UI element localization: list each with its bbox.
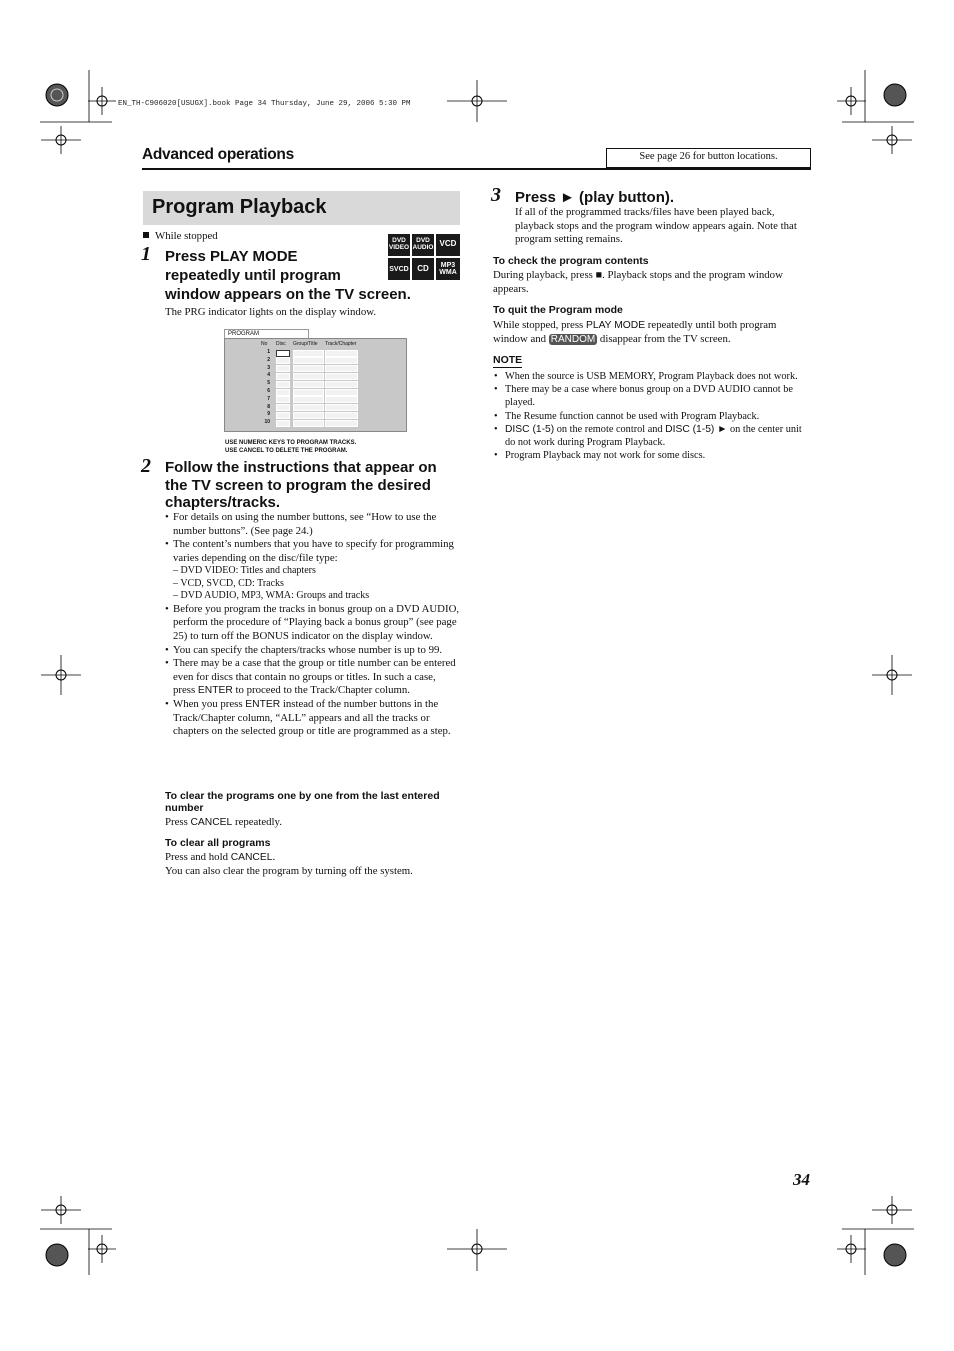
screen-cell [276,404,290,411]
list-item: • DISC (1-5) on the remote control and DISC (1-5) ► on the center unit do not work during Program Playback. [494,423,812,449]
screen-cell [325,420,358,427]
screen-cell [276,365,290,372]
step-2-number: 2 [141,455,151,477]
step-1-title: Press PLAY MODE repeatedly until program window appears on the TV screen. [165,248,411,303]
badge-svcd: SVCD [388,258,410,280]
screen-cell [325,381,358,388]
list-item: • When the source is USB MEMORY, Program Playback does not work. [494,370,812,383]
screen-tab: PROGRAM [224,329,309,339]
clear-all-heading: To clear all programs [165,837,271,849]
screen-cell [325,396,358,403]
list-item: • For details on using the number buttons, see “How to use the number buttons”. (See page 24.) [165,511,460,538]
screen-cell [293,357,324,364]
screen-cell [325,373,358,380]
step-3-title: Press ► (play button). [515,189,675,206]
screen-row-number: 8 [267,403,270,410]
clear-one-body: Press CANCEL repeatedly. [165,816,282,828]
col-disc: Disc [276,341,286,347]
screen-cell [293,373,324,380]
header-rule [142,168,811,170]
screen-cell [276,381,290,388]
title-bar [143,191,460,225]
screen-cell [293,350,324,357]
list-item: • You can specify the chapters/tracks whose number is up to 99. [165,644,460,658]
screen-cell [325,404,358,411]
step-2-title: Follow the instructions that appear on the TV screen to program the desired chapters/tracks. [165,459,437,511]
screen-row-number: 5 [267,380,270,387]
screen-row-number: 10 [264,419,270,426]
print-slug: EN_TH-C906020[USUGX].book Page 34 Thursday, June 29, 2006 5:30 PM [118,100,411,108]
page-title: Program Playback [152,196,327,218]
list-item: • Program Playback may not work for some discs. [494,449,812,462]
list-item: • The content’s numbers that you have to specify for programming varies depending on the disc/file type: [165,538,460,565]
screen-row-number: 6 [267,388,270,394]
stop-square-icon [143,232,149,238]
note-list [494,370,812,462]
list-item: • Before you program the tracks in bonus group on a DVD AUDIO, perform the procedure of “Playing back a bonus group” (see page 25) to turn off the BONUS indicator on the display window. [165,603,460,644]
screen-row-number: 7 [267,395,270,402]
program-screen [224,329,407,432]
check-heading: To check the program contents [493,255,649,267]
page-reference-box: See page 26 for button locations. [606,148,811,168]
list-item: • When you press ENTER instead of the number buttons in the Track/Chapter column, “ALL” appears and all the tracks or chapters on the selected group or title are programmed as a step. [165,698,460,739]
screen-cell [276,420,290,427]
screen-body [224,338,407,432]
screen-row-number: 2 [267,356,270,363]
step-1-number: 1 [141,243,151,265]
step-2-list [165,511,460,739]
col-group: Group/Title [293,341,318,347]
screen-row-number: 3 [267,364,270,371]
badge-cd: CD [412,258,434,280]
screen-cell [276,357,290,364]
badge-dvd-audio: DVD AUDIO [412,234,434,256]
screen-cell [293,389,324,396]
screen-cell [325,365,358,372]
screen-cell [325,412,358,419]
screen-cell [325,350,358,357]
list-item: – VCD, SVCD, CD: Tracks [173,577,284,589]
screen-row-number: 1 [267,349,270,355]
col-no: No [261,341,268,347]
screen-cell [325,357,358,364]
list-item: – DVD AUDIO, MP3, WMA: Groups and tracks [173,590,370,602]
screen-row-number: 9 [267,411,270,418]
page-number: 34 [793,1170,810,1189]
screen-caption: USE NUMERIC KEYS TO PROGRAM TRACKS. USE CANCEL TO DELETE THE PROGRAM. [225,440,357,454]
step-3-body: If all of the programmed tracks/files have been played back, playback stops and the program window appears again. Note that program setting remains. [515,206,797,246]
clear-one-heading: To clear the programs one by one from the last entered number [165,790,440,814]
quit-body: While stopped, press PLAY MODE repeatedly until both program window and RANDOM disappear from the TV screen. [493,319,777,345]
badge-dvd-video: DVD VIDEO [388,234,410,256]
list-item: • There may be a case that the group or title number can be entered even for discs that contain no groups or titles. In such a case, press ENTER to proceed to the Track/Chapter column. [165,657,460,698]
check-body: During playback, press ■. Playback stops and the program window appears. [493,269,783,295]
col-track: Track/Chapter [325,341,357,347]
step-1-body: The PRG indicator lights on the display window. [165,306,377,318]
screen-cell [293,381,324,388]
step-3-number: 3 [491,184,501,206]
screen-cell [276,389,290,396]
clear-all-body: Press and hold CANCEL. You can also clear the program by turning off the system. [165,851,413,877]
step-2-bullets [165,511,460,565]
screen-cell [325,389,358,396]
condition: While stopped [143,230,218,244]
random-indicator: RANDOM [550,333,596,345]
screen-cell [293,420,324,427]
note-heading: NOTE [493,354,523,366]
list-item: • The Resume function cannot be used with Program Playback. [494,410,812,423]
list-item: – DVD VIDEO: Titles and chapters [173,565,316,577]
list-item: • There may be a case where bonus group on a DVD AUDIO cannot be played. [494,383,812,409]
screen-cell [276,396,290,403]
screen-cell [293,365,324,372]
badge-mp3-wma: MP3 WMA [436,258,460,280]
screen-cell [276,350,290,357]
screen-cell [276,412,290,419]
screen-cell [293,412,324,419]
screen-cell [293,404,324,411]
section-label: Advanced operations [142,146,294,163]
quit-heading: To quit the Program mode [493,304,623,316]
badge-vcd: VCD [436,234,460,256]
screen-cell [276,373,290,380]
screen-cell [293,396,324,403]
screen-row-number: 4 [267,372,270,379]
